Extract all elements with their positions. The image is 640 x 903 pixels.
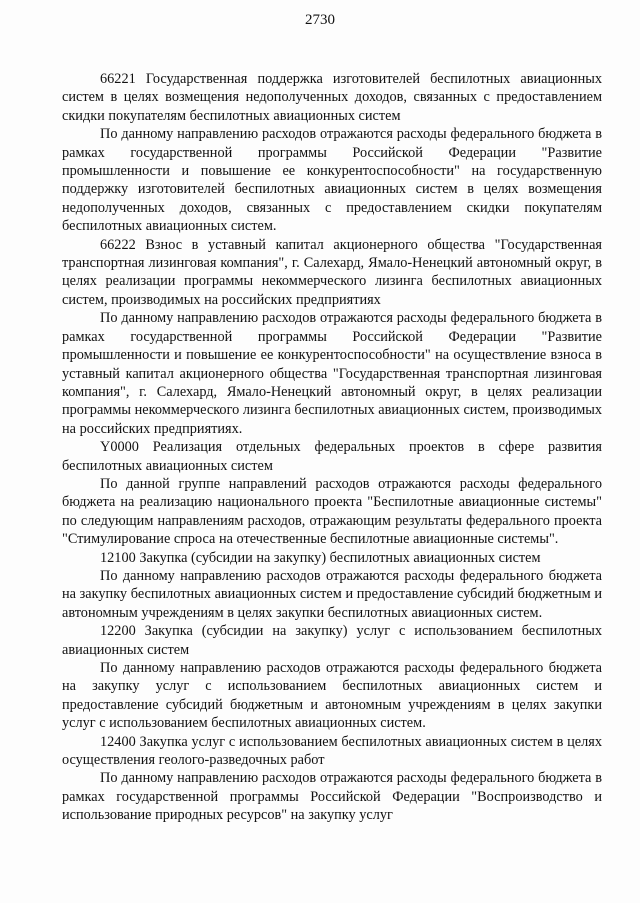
paragraph-heading-66222: 66222 Взнос в уставный капитал акционерного общества "Государственная транспортная лизинговая компания", г. Салехард, Ямало-Ненецкий автономный округ, в целях реализации программы некоммерческого лизинга беспилотных авиационных систем, производимых на российских предприятиях — [62, 236, 602, 308]
paragraph-heading-66221: 66221 Государственная поддержка изготовителей беспилотных авиационных систем в целях возмещения недополученных доходов, связанных с предоставлением скидки покупателям беспилотных авиационных систем — [62, 71, 602, 124]
paragraph-text: По данному направлению расходов отражаются расходы федерального бюджета в рамках государственной программы Российской Федерации "Развитие промышленности и повышение ее конкурентоспособности" на государственную поддержку изготовителей беспилотных авиационных систем в целях возмещения недополученных доходов, связанных с предоставлением скидки покупателям беспилотных авиационных систем. — [62, 126, 602, 235]
paragraph-heading-12200: 12200 Закупка (субсидии на закупку) услуг с использованием беспилотных авиационных систем — [62, 623, 602, 658]
paragraph-heading-12100: 12100 Закупка (субсидии на закупку) беспилотных авиационных систем — [100, 549, 541, 566]
paragraph-heading-12400: 12400 Закупка услуг с использованием беспилотных авиационных систем в целях осуществления геолого-разведочных работ — [62, 733, 602, 769]
paragraph-text: По данному направлению расходов отражаются расходы федерального бюджета на закупку беспилотных авиационных систем и предоставление субсидий бюджетным и автономным учреждениям в целях закупки беспилотных авиационных систем. — [62, 567, 602, 621]
document-body — [62, 70, 602, 825]
paragraph-text: По данному направлению расходов отражаются расходы федерального бюджета на закупку услуг с использованием беспилотных авиационных систем и предоставление субсидий бюджетным и автономным учреждениям в целях закупки услуг с использованием беспилотных авиационных систем. — [62, 660, 602, 732]
paragraph-text: По данному направлению расходов отражаются расходы федерального бюджета в рамках государственной программы Российской Федерации "Развитие промышленности и повышение ее конкурентоспособности" на осуществление взноса в уставный капитал акционерного общества "Государственная транспортная лизинговая компания", г. Салехард, Ямало-Ненецкий автономный округ, в целях реализации программы некоммерческого лизинга беспилотных авиационных систем, производимых на российских предприятиях. — [62, 310, 602, 437]
paragraph-text: По данному направлению расходов отражаются расходы федерального бюджета в рамках государственной программы Российской Федерации "Воспроизводство и использование природных ресурсов" на закупку услуг — [62, 770, 602, 824]
paragraph-text: По данной группе направлений расходов отражаются расходы федерального бюджета на реализацию национального проекта "Беспилотные авиационные системы" по следующим направлениям расходов, отражающим результаты федерального проекта "Стимулирование спроса на отечественные беспилотные авиационные системы". — [62, 475, 602, 548]
page-number: 2730 — [305, 12, 335, 28]
paragraph-heading-y0000: Y0000 Реализация отдельных федеральных проектов в сфере развития беспилотных авиационных систем — [62, 439, 602, 474]
